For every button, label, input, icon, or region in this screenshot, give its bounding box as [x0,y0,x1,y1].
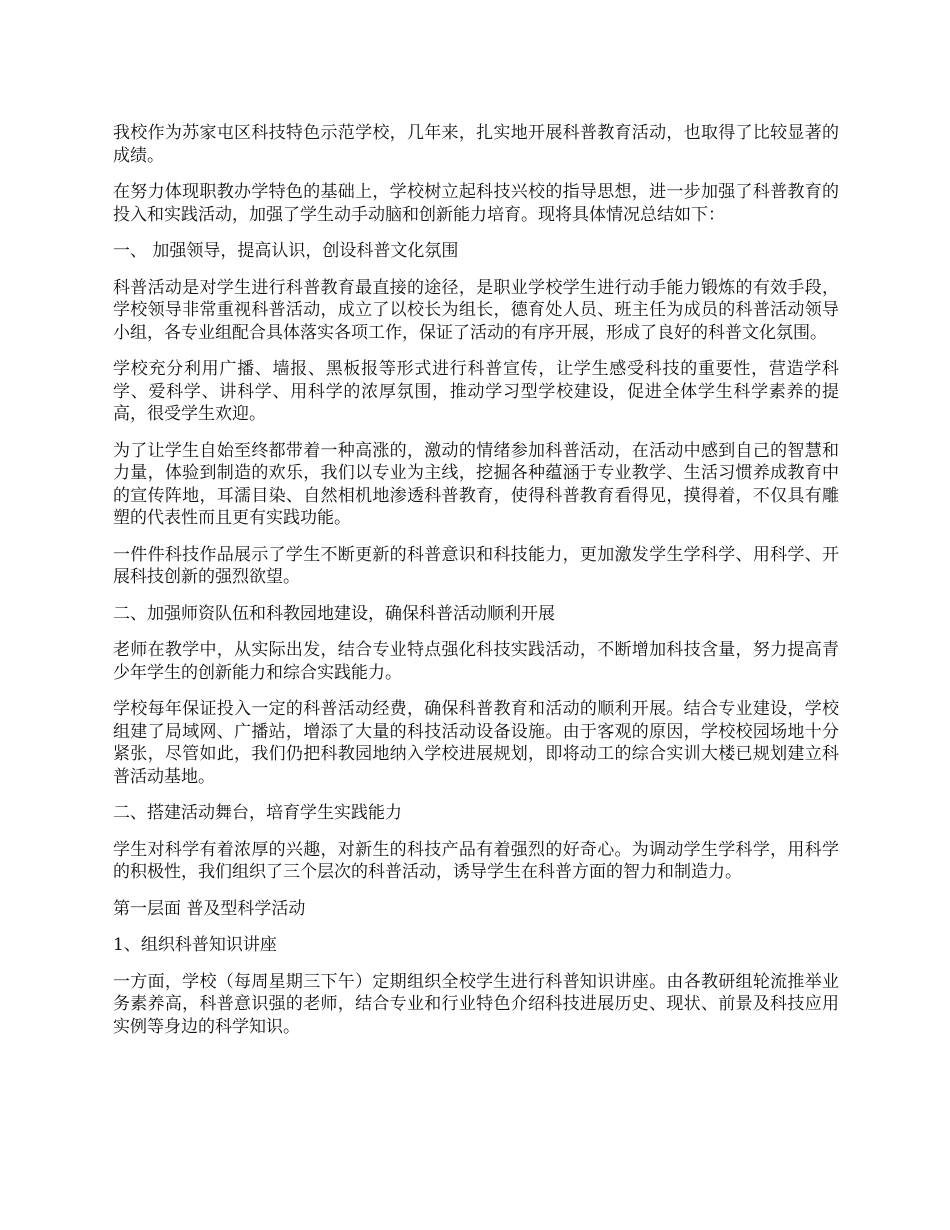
item-heading: 1、组织科普知识讲座 [113,935,277,955]
section-heading-2: 二、加强师资队伍和科教园地建设，确保科普活动顺利开展 [113,603,555,624]
body-paragraph: 一方面，学校（每周星期三下午）定期组织全校学生进行科普知识讲座。由各教研组轮流推举业务素养高，科普意识强的老师，结合专业和行业特色介绍科技进展历史、现状、前景及科技应用实例等身边的科学知识。 [113,971,839,1037]
intro-paragraph: 我校作为苏家屯区科技特色示范学校，几年来，扎实地开展科普教育活动，也取得了比较显著的成绩。 [113,123,839,166]
overview-paragraph: 在努力体现职教办学特色的基础上，学校树立起科技兴校的指导思想，进一步加强了科普教育的投入和实践活动，加强了学生动手动脑和创新能力培育。现将具体情况总结如下： [113,182,839,225]
section-heading-3: 二、搭建活动舞台，培育学生实践能力 [113,803,402,823]
body-paragraph: 老师在教学中，从实际出发，结合专业特点强化科技实践活动，不断增加科技含量，努力提高青少年学生的创新能力和综合实践能力。 [113,640,839,683]
body-paragraph: 科普活动是对学生进行科普教育最直接的途径，是职业学校学生进行动手能力锻炼的有效手段，学校领导非常重视科普活动，成立了以校长为组长，德育处人员、班主任为成员的科普活动领导小组，各专业组配合具体落实各项工作，保证了活动的有序开展，形成了良好的科普文化氛围。 [113,277,839,343]
body-paragraph: 为了让学生自始至终都带着一种高涨的，激动的情绪参加科普活动，在活动中感到自己的智慧和力量，体验到制造的欢乐，我们以专业为主线，挖掘各种蕴涵于专业教学、生活习惯养成教育中的宣传阵地，耳濡目染、自然相机地渗透科普教育，使得科普教育看得见，摸得着，不仅具有雕塑的代表性而且更有实践功能。 [113,440,839,528]
document-page [113,122,839,1052]
body-paragraph: 一件件科技作品展示了学生不断更新的科普意识和科技能力，更加激发学生学科学、用科学、开展科技创新的强烈欲望。 [113,544,839,587]
body-paragraph: 学校充分利用广播、墙报、黑板报等形式进行科普宣传，让学生感受科技的重要性，营造学科学、爱科学、讲科学、用科学的浓厚氛围，推动学习型学校建设，促进全体学生科学素养的提高，很受学生欢迎。 [113,359,839,424]
body-paragraph: 学校每年保证投入一定的科普活动经费，确保科普教育和活动的顺利开展。结合专业建设，学校组建了局域网、广播站，增添了大量的科技活动设备设施。由于客观的原因，学校校园场地十分紧张，尽管如此，我们仍把科教园地纳入学校进展规划，即将动工的综合实训大楼已规划建立科普活动基地。 [113,699,839,787]
body-paragraph: 学生对科学有着浓厚的兴趣，对新生的科技产品有着强烈的好奇心。为调动学生学科学，用科学的积极性，我们组织了三个层次的科普活动，诱导学生在科普方面的智力和制造力。 [113,839,839,882]
subsection-heading: 第一层面 普及型科学活动 [113,898,306,919]
section-heading-1: 一、 加强领导，提高认识，创设科普文化氛围 [113,241,459,261]
